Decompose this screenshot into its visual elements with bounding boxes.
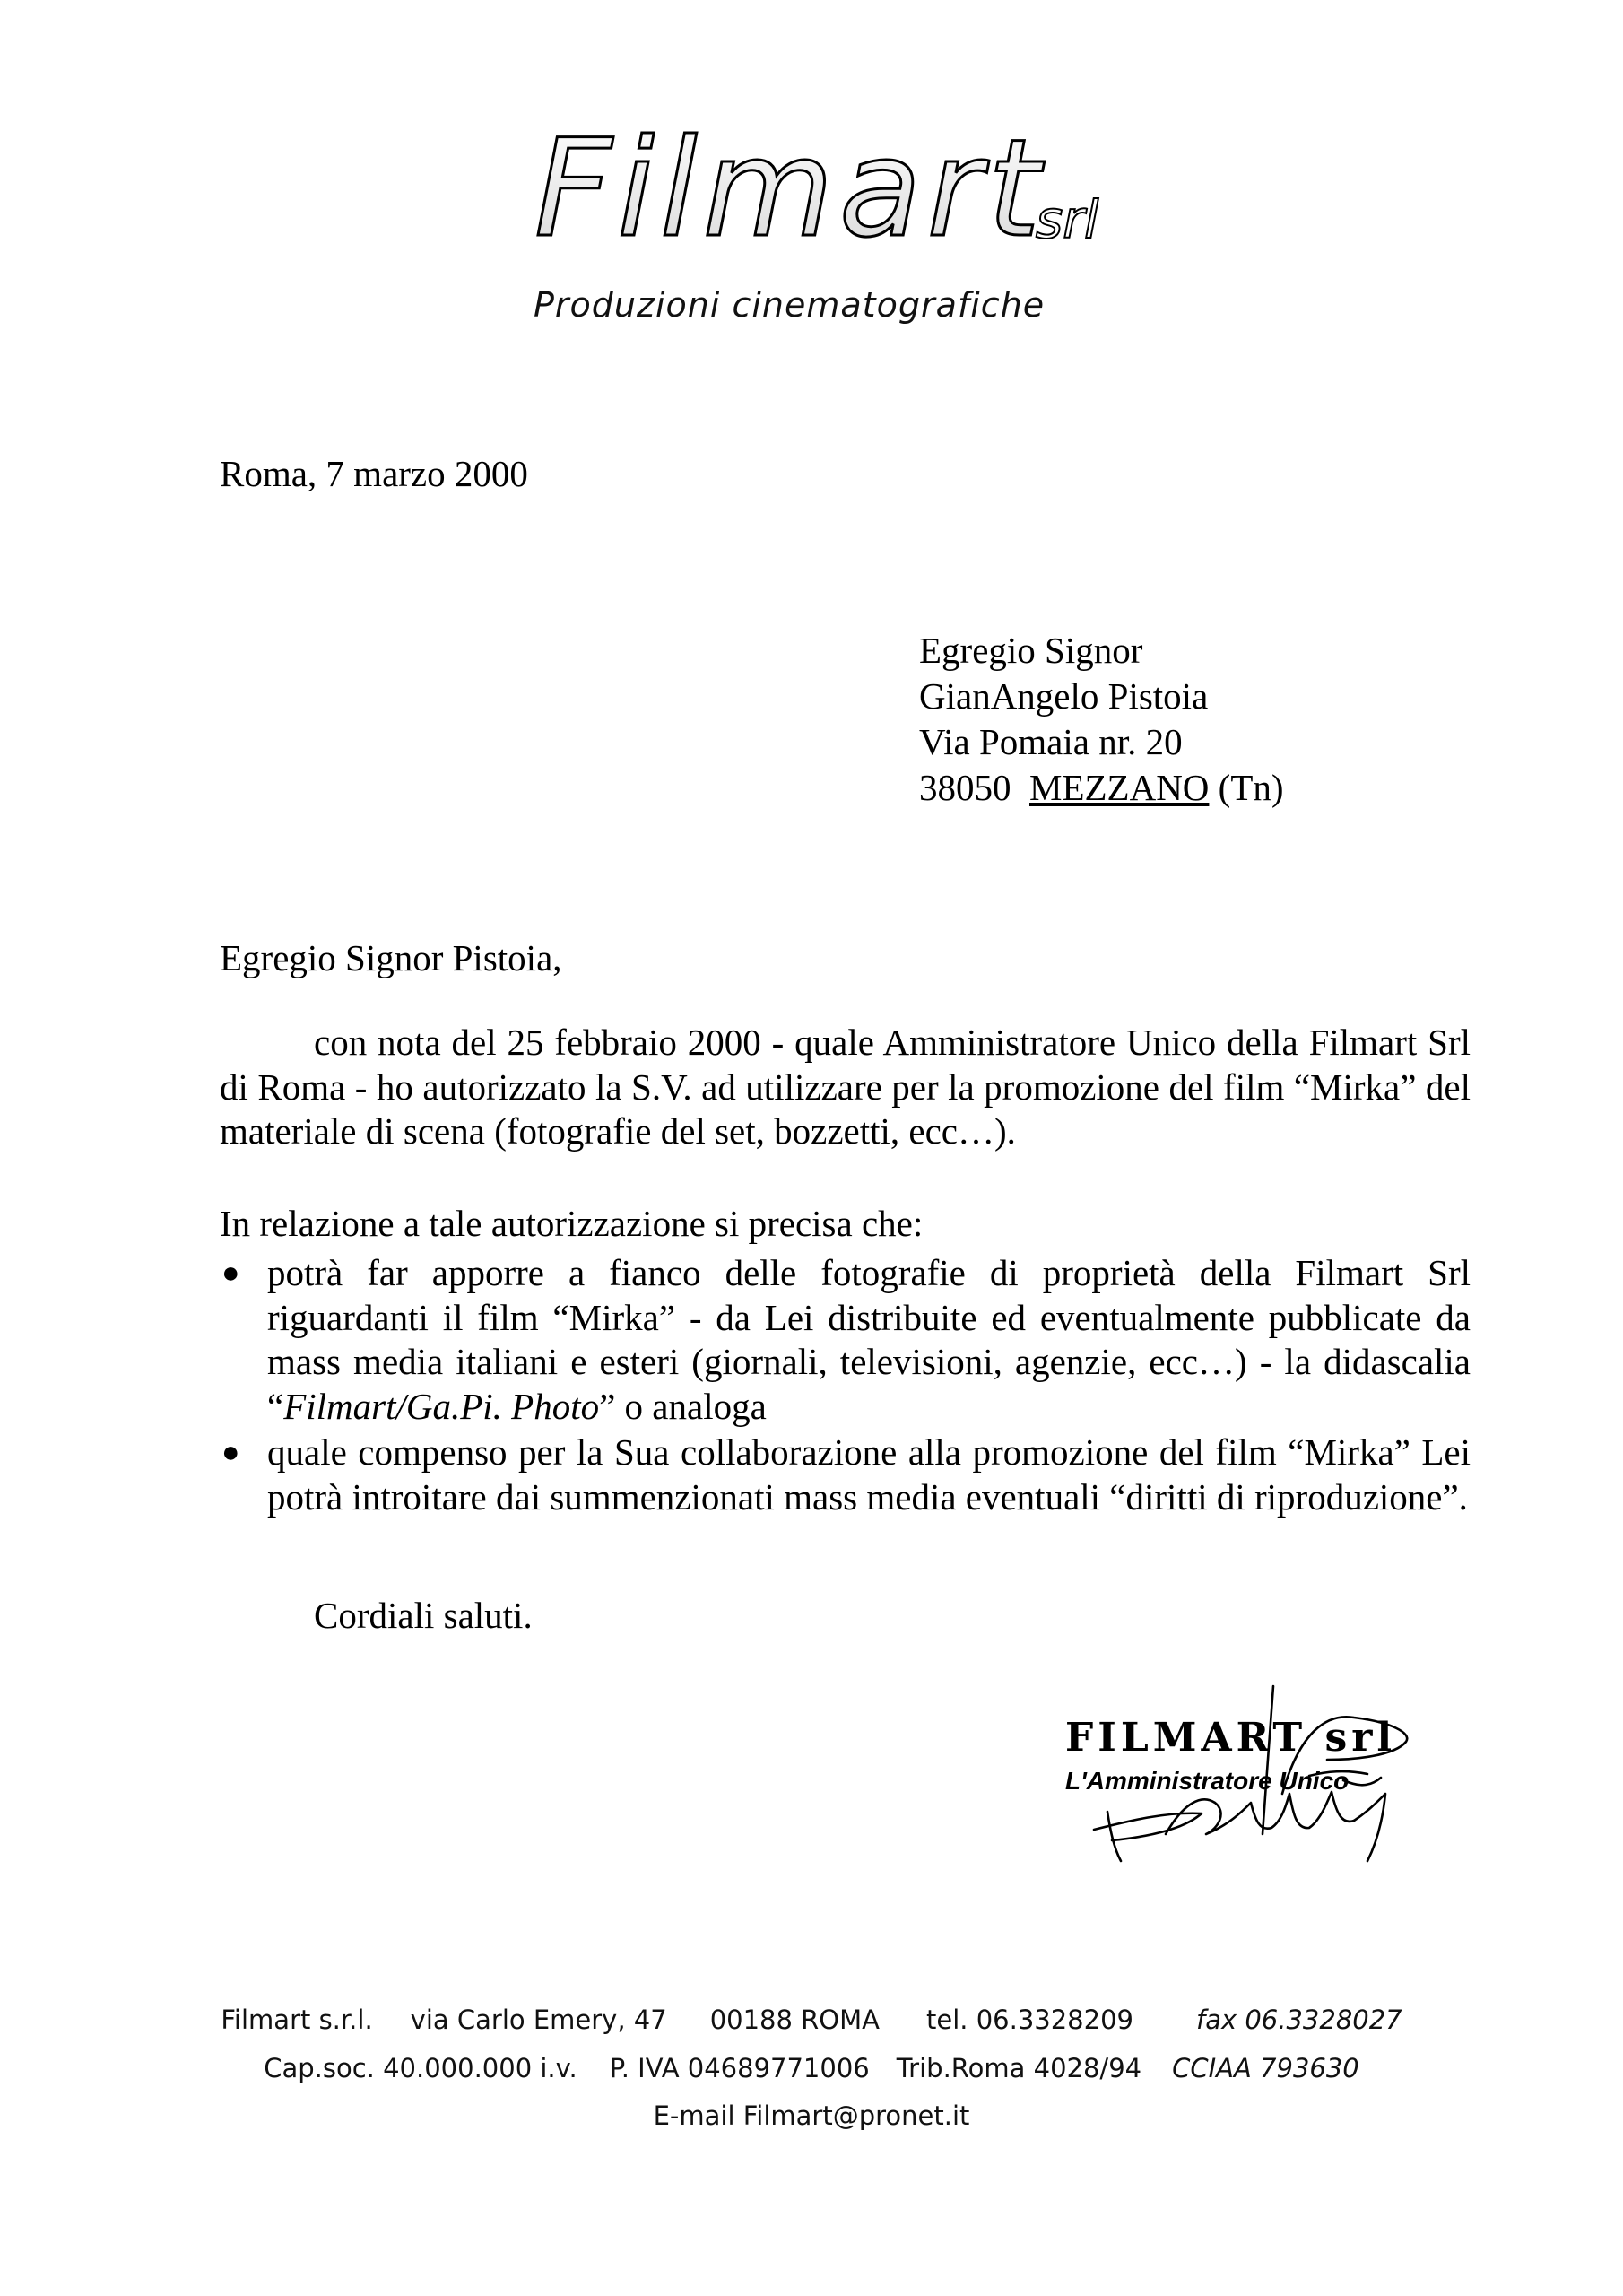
footer-capital: Cap.soc. 40.000.000 i.v.	[264, 2053, 577, 2083]
intro-line: In relazione a tale autorizzazione si precisa che:	[220, 1203, 924, 1244]
recipient-city: MEZZANO	[1029, 767, 1210, 808]
logo-suffix: srl	[1036, 189, 1099, 250]
recipient-name: GianAngelo Pistoia	[919, 675, 1209, 717]
company-logo	[529, 111, 1175, 278]
footer-company: Filmart s.r.l.	[221, 2005, 373, 2035]
salutation: Egregio Signor Pistoia,	[220, 937, 562, 978]
list-item-text: potrà far apporre a fianco delle fotografie di proprietà della Filmart Srl riguardanti il film “Mirka” - da Lei distribuite ed eventualmente pubblicate da mass media italiani e esteri (giornali, televisioni, agenzie, ecc…) - la didascalia “Filmart/Ga.Pi. Photo” o analoga	[267, 1252, 1471, 1427]
recipient-postcode: 38050	[919, 767, 1011, 808]
conditions-list	[220, 1251, 1471, 1521]
footer-vat: P. IVA 04689771006	[609, 2053, 870, 2083]
footer-phone: tel. 06.3328209	[926, 2005, 1133, 2035]
footer-email-line	[0, 2100, 1623, 2131]
footer-registration-line	[0, 2053, 1623, 2083]
recipient-address	[919, 628, 1284, 811]
stamp-company-name: FILMART srl	[1065, 1715, 1397, 1761]
company-stamp	[1058, 1677, 1435, 1883]
footer-cciaa: CCIAA 793630	[1172, 2053, 1359, 2083]
bullet-icon: ●	[221, 1257, 240, 1290]
footer-address-line	[0, 2005, 1623, 2035]
footer-fax: fax 06.3328027	[1195, 2005, 1402, 2035]
tagline: Produzioni cinematografiche	[534, 285, 1046, 325]
letter-date: Roma, 7 marzo 2000	[220, 453, 528, 494]
footer-city: 00188 ROMA	[709, 2005, 880, 2035]
list-item	[220, 1251, 1471, 1429]
footer-email: E-mail Filmart@pronet.it	[653, 2100, 970, 2131]
caption-text: Filmart/Ga.Pi. Photo	[283, 1385, 600, 1427]
list-item-text: quale compenso per la Sua collaborazione alla promozione del film “Mirka” Lei potrà introitare dai summenzionati mass media eventuali “diritti di riproduzione”.	[267, 1431, 1471, 1518]
stamp-role: L'Amministratore Unico	[1065, 1767, 1350, 1795]
bullet-icon: ●	[221, 1436, 240, 1469]
footer-street: via Carlo Emery, 47	[410, 2005, 667, 2035]
recipient-city-line	[919, 765, 1284, 811]
list-item	[220, 1431, 1471, 1519]
footer-tribunal: Trib.Roma 4028/94	[896, 2053, 1142, 2083]
recipient-title: Egregio Signor	[919, 630, 1143, 671]
recipient-street: Via Pomaia nr. 20	[919, 721, 1183, 762]
recipient-province: (Tn)	[1218, 767, 1284, 808]
logo-wordmark: Filmart	[534, 111, 1046, 267]
closing: Cordiali saluti.	[314, 1595, 533, 1636]
body-paragraph: con nota del 25 febbraio 2000 - quale Amministratore Unico della Filmart Srl di Roma - ho autorizzato la S.V. ad utilizzare per la promozione del film “Mirka” del materiale di scena (fotografie del set, bozzetti, ecc…).	[220, 1022, 1471, 1152]
handwritten-signature	[1058, 1677, 1435, 1883]
